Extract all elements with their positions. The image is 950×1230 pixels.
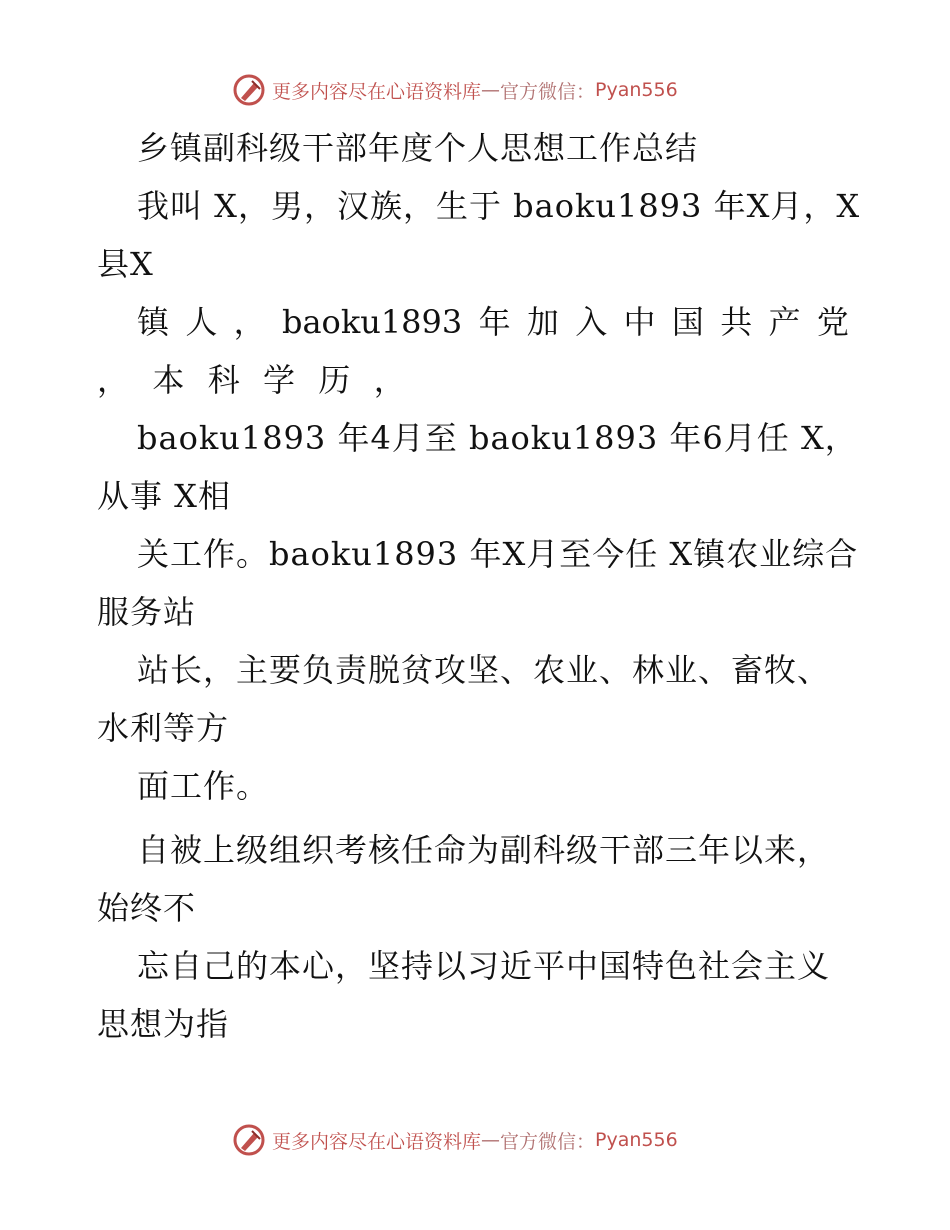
watermark-main-text: 更多内容尽在心语资料库 — [272, 1130, 482, 1153]
watermark-dash: — — [481, 79, 501, 101]
text-token: 国 — [671, 303, 704, 341]
watermark-wechat-id: Pyan556 — [595, 1129, 678, 1151]
text-token: 年 — [478, 303, 511, 341]
document-title: 乡镇副科级干部年度个人思想工作总结 — [137, 129, 699, 167]
paragraph-line: 服务站 — [97, 593, 197, 631]
watermark-dash: — — [481, 1129, 501, 1151]
paragraph-line: 关工作。baoku1893 年X月至今任 X镇农业综合 — [137, 535, 859, 573]
text-token: 产 — [768, 303, 801, 341]
paragraph-line: 面工作。 — [137, 767, 270, 805]
watermark-wechat-label: 官方微信： — [500, 80, 596, 103]
paragraph-line: 水利等方 — [97, 709, 230, 747]
paragraph-line: 从事 X相 — [97, 477, 231, 515]
text-token: 镇 — [137, 303, 170, 341]
watermark-main-text: 更多内容尽在心语资料库 — [272, 80, 482, 103]
text-token: 中 — [623, 303, 656, 341]
header-watermark — [232, 72, 678, 108]
text-token: baoku1893 — [281, 303, 463, 341]
paragraph-line: 自被上级组织考核任命为副科级干部三年以来， — [137, 831, 831, 869]
paragraph-line-justified — [137, 302, 849, 342]
pen-logo-icon — [232, 1123, 266, 1157]
paragraph-line: 县X — [97, 245, 154, 283]
text-token: 加 — [526, 303, 559, 341]
paragraph-line: baoku1893 年4月至 baoku1893 年6月任 X， — [137, 419, 858, 457]
text-token: 共 — [720, 303, 753, 341]
paragraph-line: 我叫 X，男，汉族，生于 baoku1893 年X月，X — [137, 187, 861, 225]
paragraph-line: 站长，主要负责脱贫攻坚、农业、林业、畜牧、 — [137, 651, 831, 689]
footer-watermark — [232, 1122, 678, 1158]
pen-logo-icon — [232, 73, 266, 107]
text-token: ， — [233, 303, 266, 341]
paragraph-line: 始终不 — [97, 889, 197, 927]
text-token: 党 — [816, 303, 849, 341]
paragraph-line: 思想为指 — [97, 1005, 230, 1043]
text-token: 入 — [575, 303, 608, 341]
paragraph-line: 忘自己的本心，坚持以习近平中国特色社会主义 — [137, 947, 831, 985]
watermark-wechat-id: Pyan556 — [595, 79, 678, 101]
paragraph-line: ， 本 科 学 历 ， — [97, 361, 407, 399]
text-token: 人 — [185, 303, 218, 341]
watermark-wechat-label: 官方微信： — [500, 1130, 596, 1153]
